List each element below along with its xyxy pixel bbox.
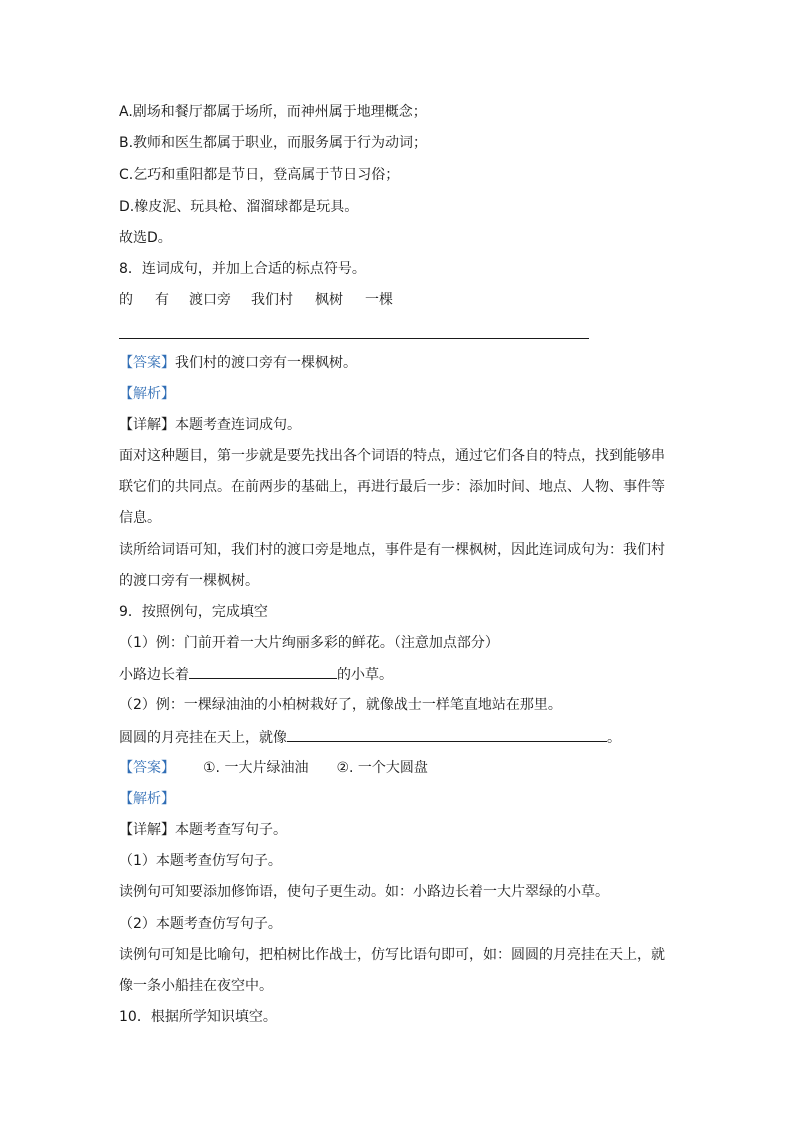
answer-tag: 【答案】 xyxy=(119,355,175,371)
fill-2-suffix: 。 xyxy=(607,730,621,746)
fill-1-prefix: 小路边长着 xyxy=(119,667,189,683)
q9-sub-2-title: （2）本题考查仿写句子。 xyxy=(119,916,282,932)
option-d-explanation: D.橡皮泥、玩具枪、溜溜球都是玩具。 xyxy=(119,199,359,215)
word-item: 枫树 xyxy=(315,292,343,308)
question-8-title: 8．连词成句，并加上合适的标点符号。 xyxy=(119,261,366,277)
answer-tag: 【答案】 xyxy=(119,760,175,776)
fill-1-blank[interactable] xyxy=(189,664,337,679)
word-item: 一棵 xyxy=(365,292,393,308)
q9-sub-1-text: 读例句可知要添加修饰语，使句子更生动。如：小路边长着一大片翠绿的小草。 xyxy=(119,884,609,900)
fill-2-blank[interactable] xyxy=(287,727,607,742)
question-9-title: 9．按照例句，完成填空 xyxy=(119,604,268,620)
fill-1-suffix: 的小草。 xyxy=(337,667,393,683)
answer-blank-line xyxy=(119,338,589,339)
option-b-explanation: B.教师和医生都属于职业，而服务属于行为动词； xyxy=(119,135,428,151)
q9-example-2: （2）例：一棵绿油油的小柏树栽好了，就像战士一样笔直地站在那里。 xyxy=(119,697,562,713)
word-item: 我们村 xyxy=(251,292,293,308)
q8-paragraph-2-line-2: 的渡口旁有一棵枫树。 xyxy=(119,573,259,589)
fill-2-prefix: 圆圆的月亮挂在天上，就像 xyxy=(119,730,287,746)
q9-analysis-tag: 【解析】 xyxy=(119,791,175,807)
q9-sub-2-line-1: 读例句可知是比喻句，把柏树比作战士，仿写比语句即可，如：圆圆的月亮挂在天上，就 xyxy=(119,947,665,963)
q8-analysis-tag: 【解析】 xyxy=(119,386,175,402)
q9-example-1: （1）例：门前开着一大片绚丽多彩的鲜花。（注意加点部分） xyxy=(119,635,499,651)
detail-tag: 【详解】 xyxy=(119,822,175,838)
detail-text: 本题考查写句子。 xyxy=(175,822,287,838)
answer-conclusion: 故选D。 xyxy=(119,230,172,246)
option-a-explanation: A.剧场和餐厅都属于场所，而神州属于地理概念； xyxy=(119,104,427,120)
word-item: 渡口旁 xyxy=(189,292,231,308)
q8-paragraph-1-line-2: 联它们的共同点。在前两步的基础上，再进行最后一步：添加时间、地点、人物、事件等 xyxy=(119,479,665,495)
q8-paragraph-1-line-3: 信息。 xyxy=(119,510,161,526)
q9-fill-2 xyxy=(119,727,621,748)
q9-sub-1-title: （1）本题考查仿写句子。 xyxy=(119,853,282,869)
question-10-title: 10．根据所学知识填空。 xyxy=(119,1009,277,1025)
q8-paragraph-2-line-1: 读所给词语可知，我们村的渡口旁是地点，事件是有一棵枫树，因此连词成句为：我们村 xyxy=(119,542,665,558)
q8-detail-line xyxy=(119,415,301,435)
detail-tag: 【详解】 xyxy=(119,417,175,433)
q9-detail-line xyxy=(119,820,287,840)
answer-part-1: ①. 一大片绿油油 xyxy=(203,760,309,776)
option-c-explanation: C.乞巧和重阳都是节日，登高属于节日习俗； xyxy=(119,167,400,183)
q8-answer-line xyxy=(119,353,357,373)
q8-paragraph-1-line-1: 面对这种题目，第一步就是要先找出各个词语的特点，通过它们各自的特点，找到能够串 xyxy=(119,448,665,464)
q9-sub-2-line-2: 像一条小船挂在夜空中。 xyxy=(119,978,273,994)
answer-part-2: ②. 一个大圆盘 xyxy=(336,760,428,776)
q9-answer-line xyxy=(119,758,428,778)
word-item: 有 xyxy=(155,292,169,308)
detail-text: 本题考查连词成句。 xyxy=(175,417,301,433)
q9-fill-1 xyxy=(119,664,393,685)
word-item: 的 xyxy=(119,292,133,308)
answer-text: 我们村的渡口旁有一棵枫树。 xyxy=(175,355,357,371)
